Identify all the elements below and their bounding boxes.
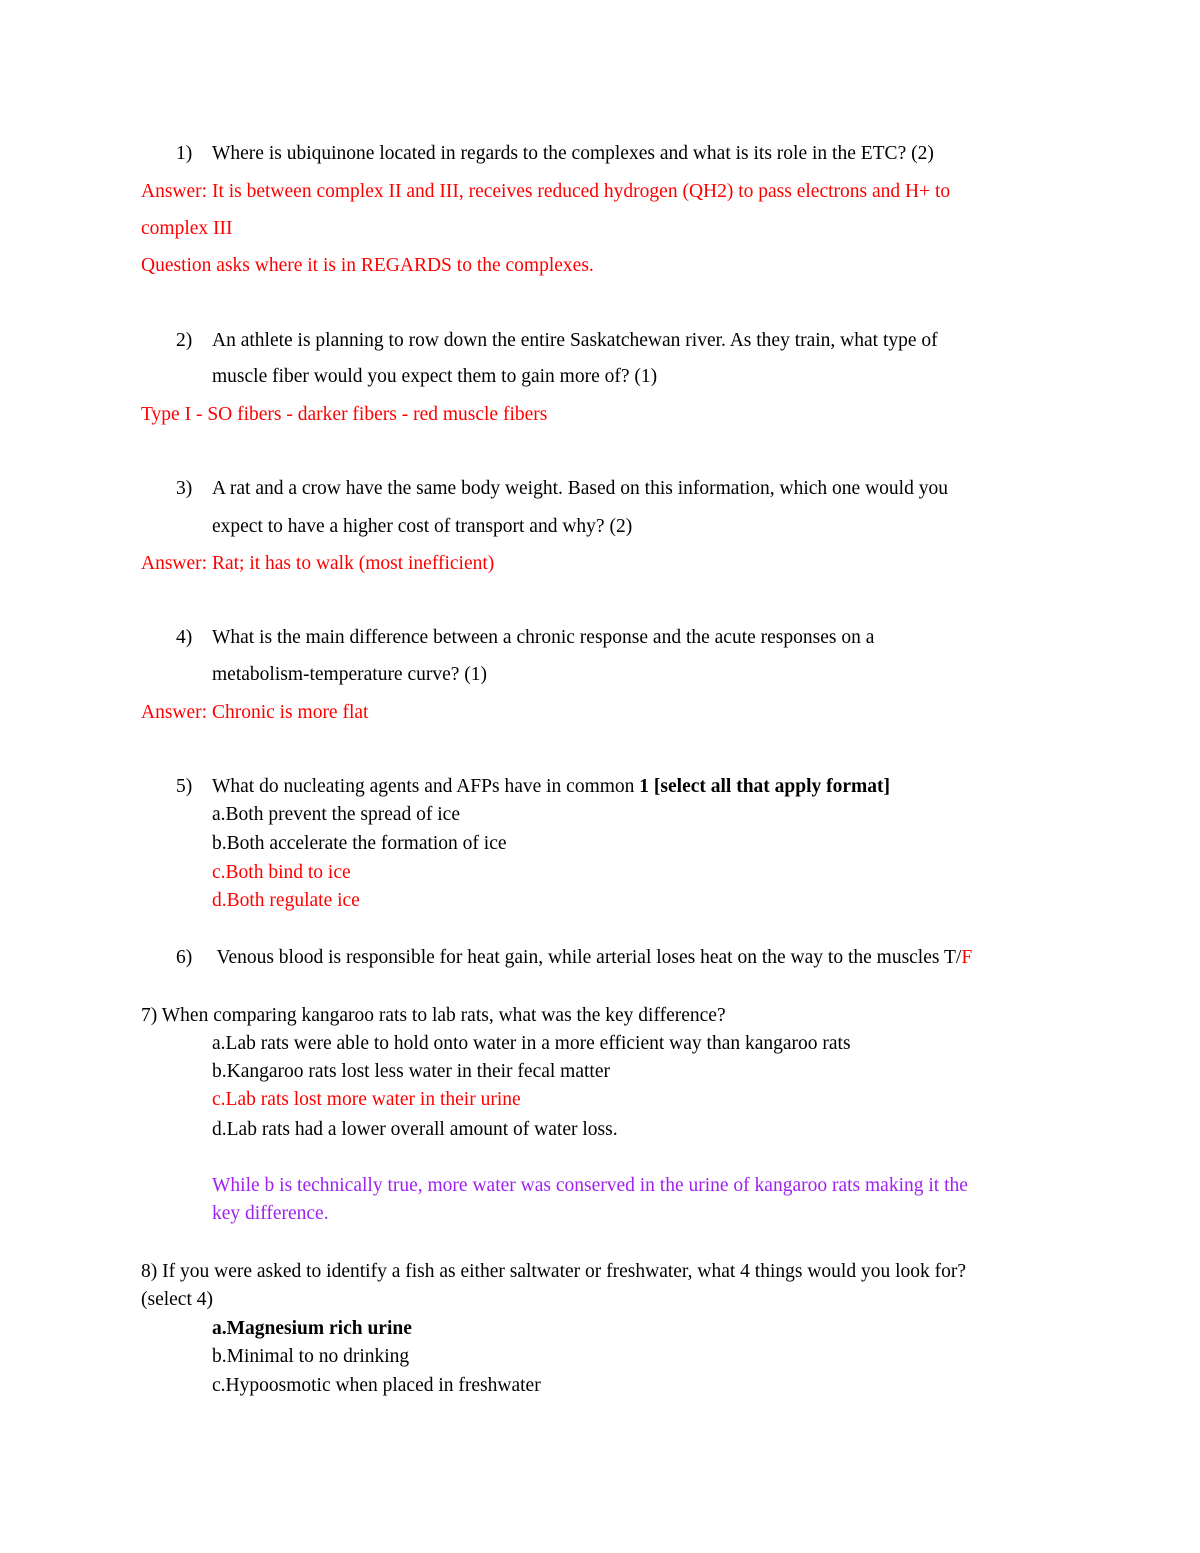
question-text: What do nucleating agents and AFPs have in common	[212, 776, 640, 797]
option-a: a.Magnesium rich urine	[212, 1318, 412, 1339]
question-6	[176, 947, 972, 969]
option-b: b.Minimal to no drinking	[212, 1346, 410, 1367]
question-number: 5)	[176, 776, 193, 797]
question-5	[176, 776, 890, 798]
question-number: 4)	[176, 627, 193, 648]
option-c-correct: c.Both bind to ice	[212, 862, 351, 883]
question-number: 3)	[176, 478, 193, 499]
option-d: d.Lab rats had a lower overall amount of water loss.	[212, 1119, 618, 1140]
note-7-line-2: key difference.	[212, 1203, 329, 1224]
option-b: b.Both accelerate the formation of ice	[212, 833, 507, 854]
question-1	[176, 143, 934, 165]
question-4-line-2: metabolism-temperature curve? (1)	[212, 664, 488, 685]
answer-6: F	[961, 947, 973, 968]
answer-1-note: Question asks where it is in REGARDS to the complexes.	[141, 255, 594, 276]
question-2	[176, 330, 938, 352]
question-2-line-2: muscle fiber would you expect them to gain more of? (1)	[212, 366, 658, 387]
option-b: b.Kangaroo rats lost less water in their fecal matter	[212, 1061, 610, 1082]
question-4	[176, 627, 874, 649]
question-text: Venous blood is responsible for heat gain, while arterial loses heat on the way to the muscles T/	[212, 947, 962, 968]
question-text: An athlete is planning to row down the entire Saskatchewan river. As they train, what type of	[212, 330, 938, 351]
question-text: What is the main difference between a chronic response and the acute responses on a	[212, 627, 875, 648]
answer-3: Answer: Rat; it has to walk (most inefficient)	[141, 553, 495, 574]
option-a: a.Lab rats were able to hold onto water in a more efficient way than kangaroo rats	[212, 1033, 851, 1054]
question-3-line-2: expect to have a higher cost of transport and why? (2)	[212, 516, 633, 537]
question-3	[176, 478, 948, 500]
question-text: A rat and a crow have the same body weight. Based on this information, which one would you	[212, 478, 948, 499]
option-c-correct: c.Lab rats lost more water in their urine	[212, 1089, 521, 1110]
note-7-line-1: While b is technically true, more water was conserved in the urine of kangaroo rats making it the	[212, 1175, 968, 1196]
option-c: c.Hypoosmotic when placed in freshwater	[212, 1375, 541, 1396]
option-d-correct: d.Both regulate ice	[212, 890, 360, 911]
question-7: 7) When comparing kangaroo rats to lab rats, what was the key difference?	[141, 1005, 726, 1026]
question-number: 2)	[176, 330, 193, 351]
answer-1-line-2: complex III	[141, 218, 233, 239]
question-8: 8) If you were asked to identify a fish as either saltwater or freshwater, what 4 things would you look for?	[141, 1261, 967, 1282]
question-format: 1 [select all that apply format]	[639, 776, 891, 797]
option-a: a.Both prevent the spread of ice	[212, 804, 460, 825]
question-number: 6)	[176, 947, 193, 968]
question-text: Where is ubiquinone located in regards to the complexes and what is its role in the ETC? (2)	[212, 143, 934, 164]
answer-4: Answer: Chronic is more flat	[141, 702, 369, 723]
answer-1-line-1: Answer: It is between complex II and III, receives reduced hydrogen (QH2) to pass electrons and H+ to	[141, 181, 951, 202]
answer-2: Type I - SO fibers - darker fibers - red muscle fibers	[141, 404, 548, 425]
question-8-line-2: (select 4)	[141, 1289, 214, 1310]
question-number: 1)	[176, 143, 193, 164]
